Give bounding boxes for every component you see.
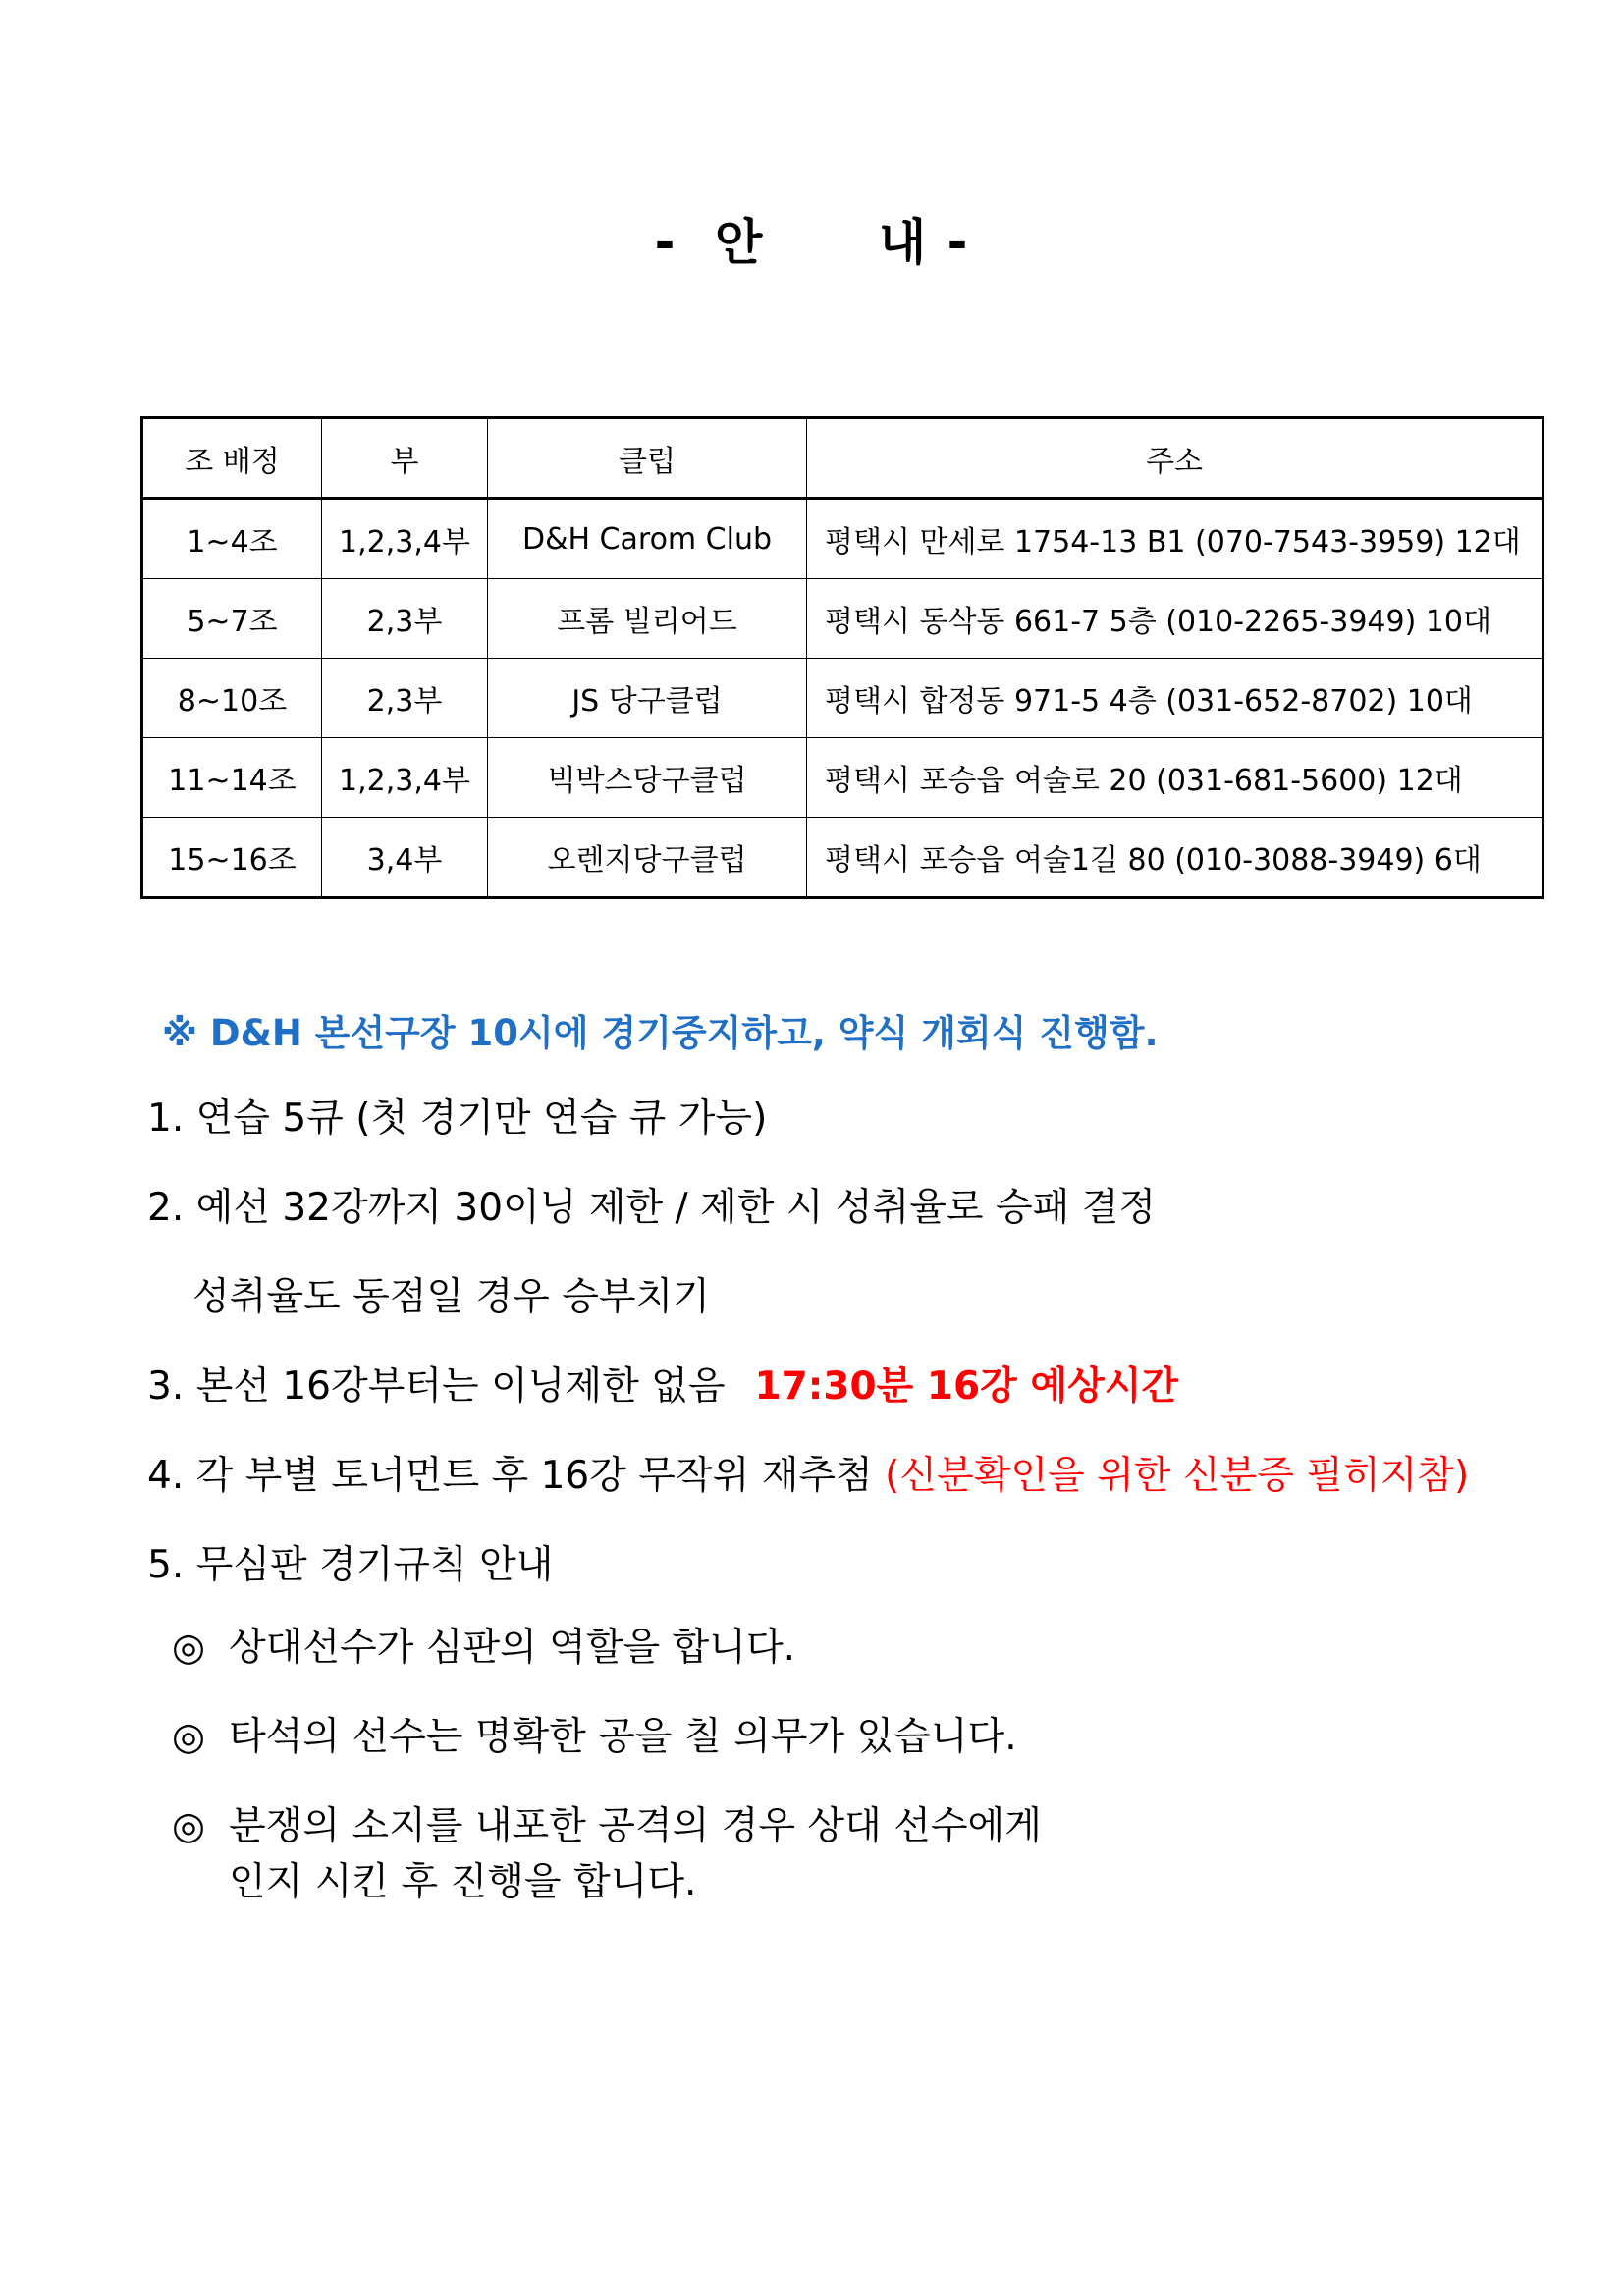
- header-address: 주소: [807, 418, 1543, 499]
- rule-bullet: [172, 1715, 1017, 1761]
- rule-bullet: [172, 1626, 795, 1672]
- cell-division: 2,3부: [322, 579, 488, 659]
- cell-group: 11~14조: [142, 738, 322, 818]
- cell-division: 3,4부: [322, 818, 488, 898]
- rule-text: 분쟁의 소지를 내포한 공격의 경우 상대 선수에게: [229, 1804, 1042, 1848]
- list-item-redraw: [147, 1454, 1469, 1500]
- rule-text: 타석의 선수는 명확한 공을 칠 의무가 있습니다.: [229, 1715, 1017, 1759]
- redraw-text: 4. 각 부별 토너먼트 후 16강 무작위 재추첨: [147, 1454, 873, 1498]
- page-title: - 안 내 -: [654, 214, 970, 271]
- rule-bullet: [172, 1804, 1042, 1850]
- id-required-highlight: (신분확인을 위한 신분증 필히지참): [885, 1454, 1470, 1498]
- cell-division: 1,2,3,4부: [322, 499, 488, 579]
- cell-address: 평택시 동삭동 661-7 5층 (010-2265-3949) 10대: [807, 579, 1543, 659]
- cell-group: 15~16조: [142, 818, 322, 898]
- cell-division: 2,3부: [322, 659, 488, 738]
- cell-address: 평택시 만세로 1754-13 B1 (070-7543-3959) 12대: [807, 499, 1543, 579]
- cell-division: 1,2,3,4부: [322, 738, 488, 818]
- double-circle-icon: ◎: [172, 1626, 206, 1670]
- rule-text-continued: 인지 시킨 후 진행을 합니다.: [229, 1860, 697, 1904]
- expected-time-highlight: 17:30분 16강 예상시간: [754, 1364, 1179, 1409]
- double-circle-icon: ◎: [172, 1804, 206, 1848]
- rule-text: 상대선수가 심판의 역할을 합니다.: [229, 1626, 796, 1670]
- cell-club: 빅박스당구클럽: [488, 738, 807, 818]
- double-circle-icon: ◎: [172, 1715, 206, 1759]
- cell-group: 1~4조: [142, 499, 322, 579]
- table-row: [142, 579, 1543, 659]
- cell-address: 평택시 합정동 971-5 4층 (031-652-8702) 10대: [807, 659, 1543, 738]
- cell-club: 프롬 빌리어드: [488, 579, 807, 659]
- cell-club: D&H Carom Club: [488, 499, 807, 579]
- cell-club: JS 당구클럽: [488, 659, 807, 738]
- main-round-text: 3. 본선 16강부터는 이닝제한 없음: [147, 1364, 726, 1409]
- list-item-prelim-tiebreak: 성취율도 동점일 경우 승부치기: [192, 1275, 710, 1319]
- cell-group: 5~7조: [142, 579, 322, 659]
- cell-address: 평택시 포승읍 여술로 20 (031-681-5600) 12대: [807, 738, 1543, 818]
- cell-group: 8~10조: [142, 659, 322, 738]
- cell-club: 오렌지당구클럽: [488, 818, 807, 898]
- cell-address: 평택시 포승읍 여술1길 80 (010-3088-3949) 6대: [807, 818, 1543, 898]
- table-row: [142, 738, 1543, 818]
- table-row: [142, 659, 1543, 738]
- table-header-row: [142, 418, 1543, 499]
- list-item-practice: 1. 연습 5큐 (첫 경기만 연습 큐 가능): [147, 1096, 768, 1141]
- table-row: [142, 818, 1543, 898]
- list-item-prelim-limit: 2. 예선 32강까지 30이닝 제한 / 제한 시 성취율로 승패 결정: [147, 1186, 1157, 1230]
- notice-text: ※ D&H 본선구장 10시에 경기중지하고, 약식 개회식 진행함.: [162, 1012, 1159, 1054]
- list-item-main-round: [147, 1364, 1178, 1411]
- header-division: 부: [322, 418, 488, 499]
- assignment-table: [140, 416, 1544, 899]
- header-club: 클럽: [488, 418, 807, 499]
- header-group: 조 배정: [142, 418, 322, 499]
- table-row: [142, 499, 1543, 579]
- list-item-rules-heading: 5. 무심판 경기규칙 안내: [147, 1543, 554, 1587]
